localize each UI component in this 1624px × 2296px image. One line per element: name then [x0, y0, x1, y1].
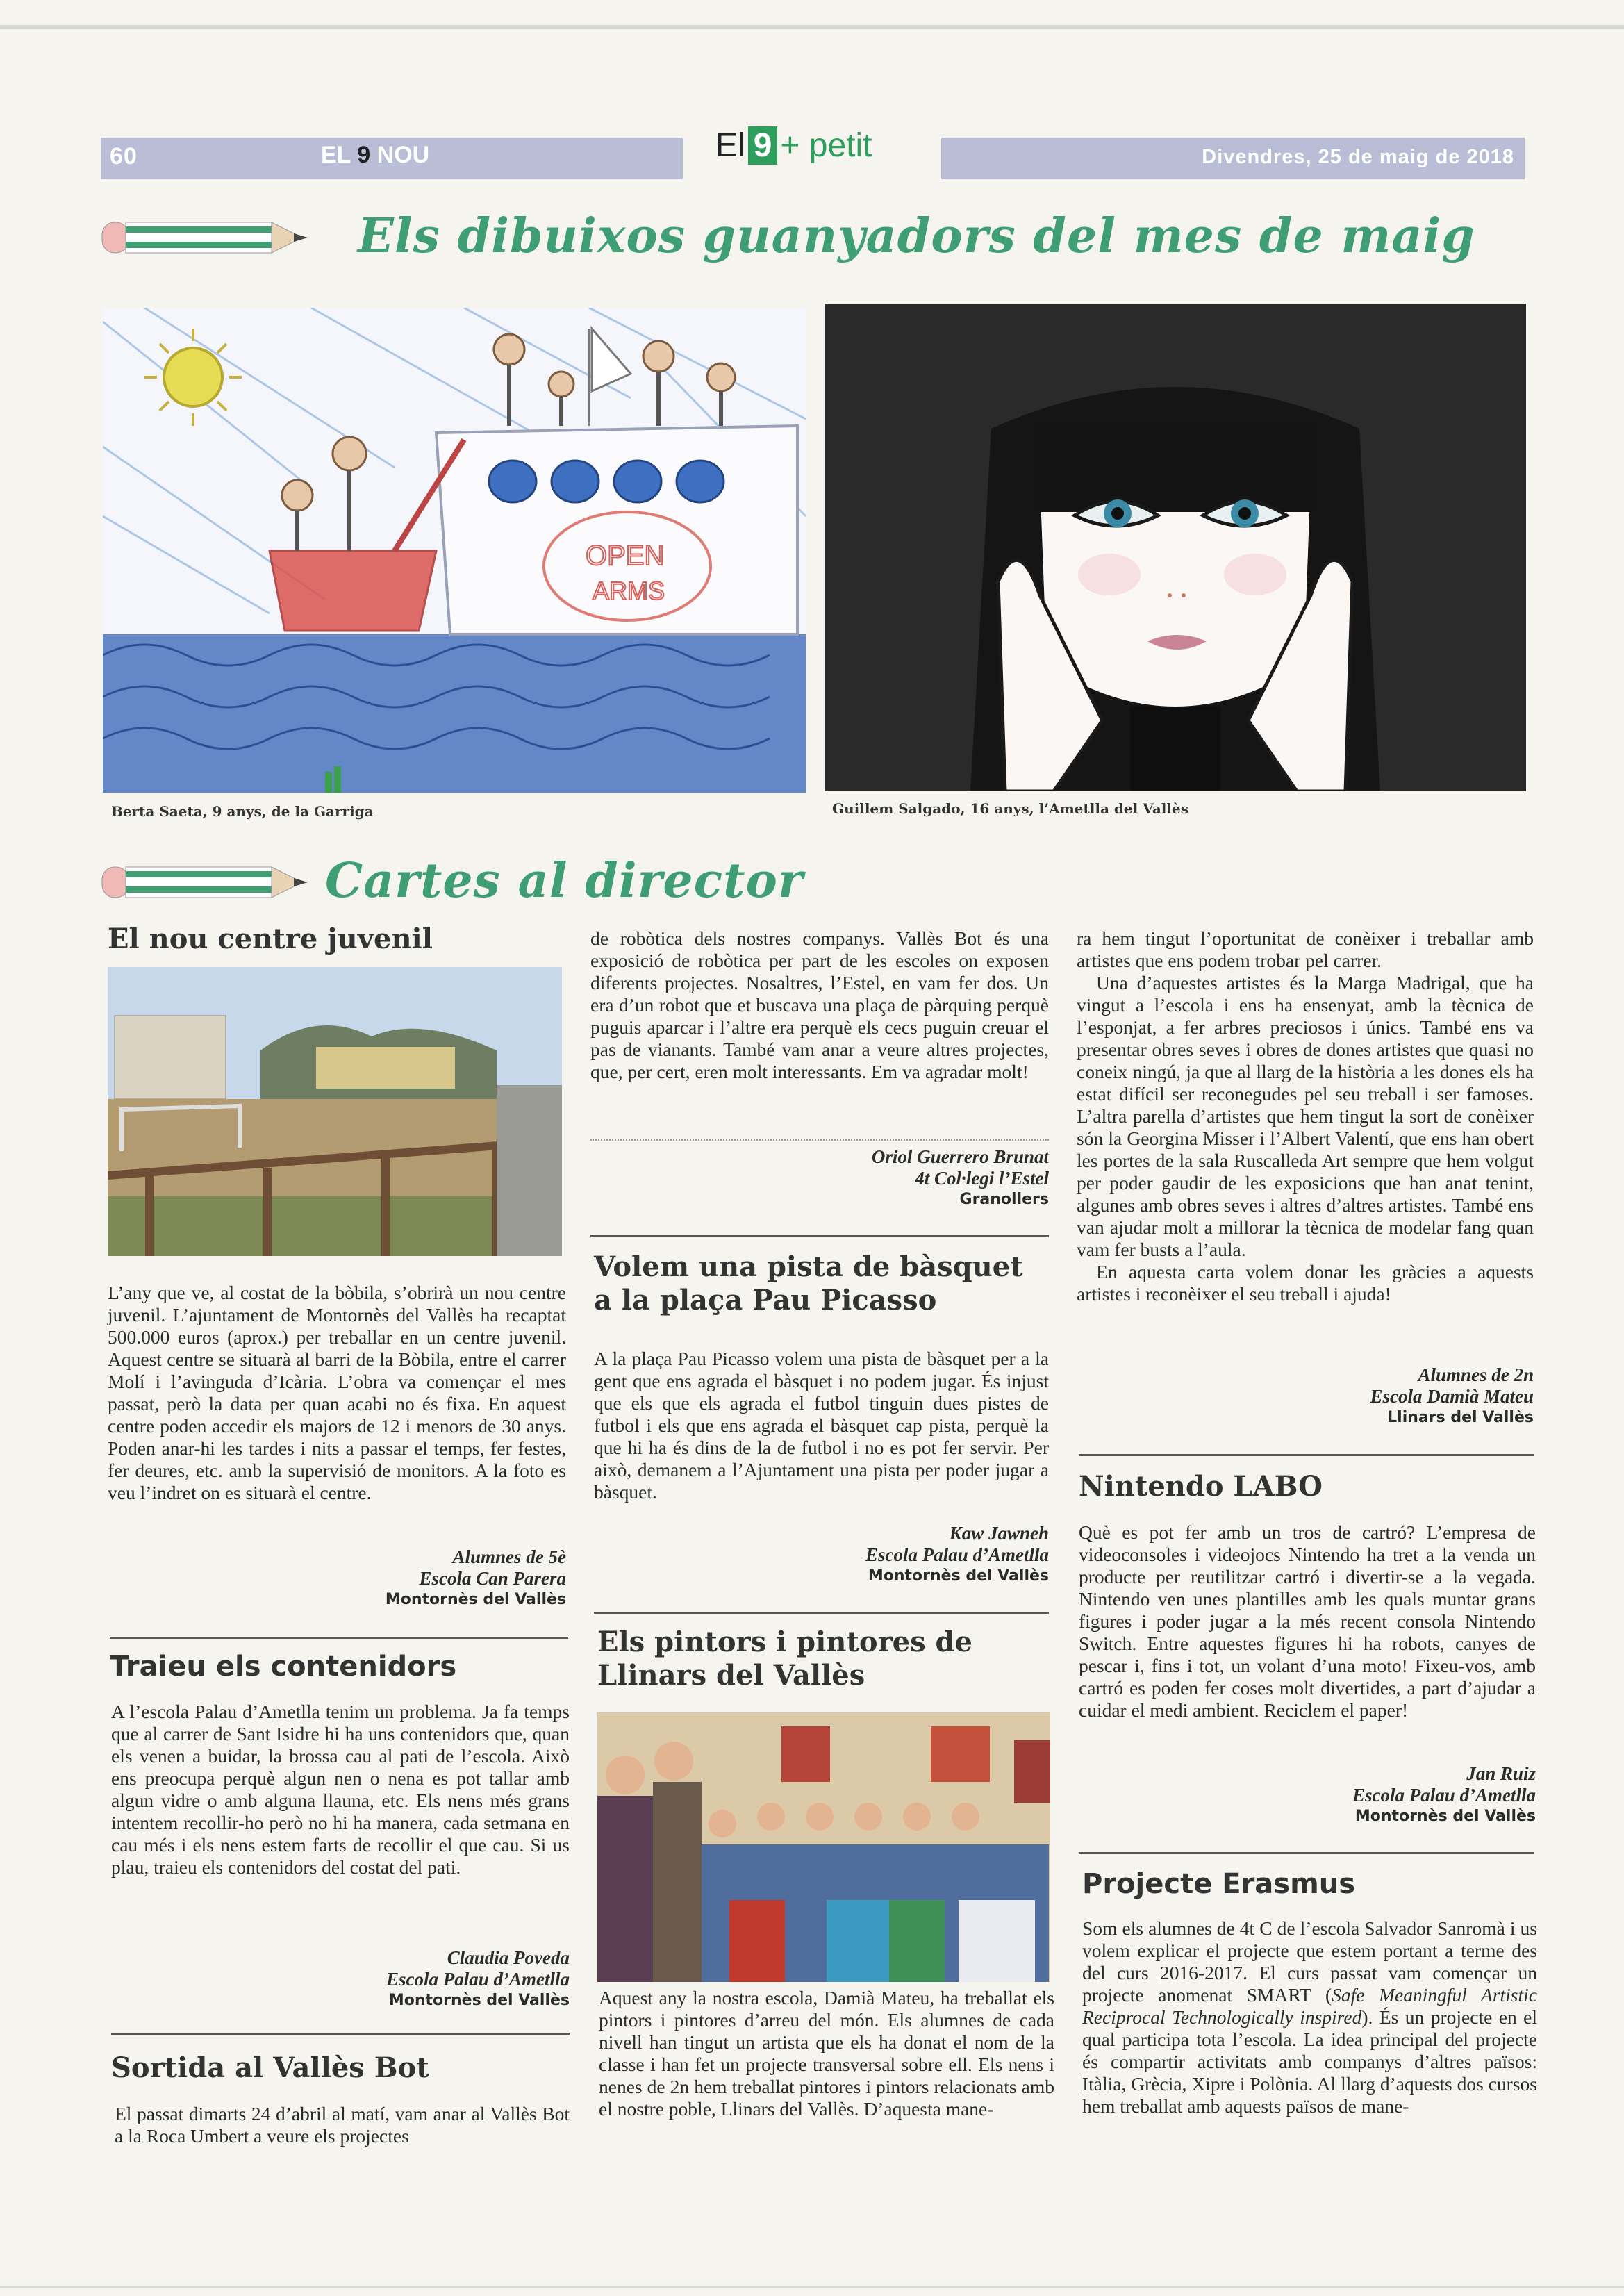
headline-pintors-llinars: Els pintors i pintores de Llinars del Vallès [597, 1626, 972, 1692]
drawing-portrait [825, 304, 1526, 791]
letter-4-signature: Kaw Jawneh Escola Palau d’Ametlla Montornès del Vallès [865, 1523, 1049, 1585]
headline-valles-bot: Sortida al Vallès Bot [111, 2051, 429, 2084]
ship-text-open: OPEN [586, 540, 665, 571]
photo-field [108, 967, 562, 1256]
divider [1079, 1454, 1534, 1456]
pencil-icon [101, 217, 313, 256]
page-top-rule [0, 25, 1624, 29]
letter-3-body-col2: de robòtica dels nostres companys. Vallès Bot és una exposició de robòtica per part de les escoles on exposen diferents projectes. Nosaltres, l’Estel, en vam fer dos. Un era d’un robot que et buscava una plaça de pàrquing perquè puguis aparcar i l’altre era perquè els cecs puguin creuar el pas de vianants. També vam anar a veure altres projectes, que, per cert, eren molt interessants. Em va agradar molt! [590, 927, 1049, 1082]
letter-5-signature: Alumnes de 2n Escola Damià Mateu Llinars del Vallès [1370, 1364, 1534, 1426]
divider [594, 1612, 1049, 1614]
letter-5-head [597, 1626, 1049, 1692]
letter-4-body: A la plaça Pau Picasso volem una pista de bàsquet per a la gent que ens agrada el bàsquet i no podem jugar. És injust que els que els agrada el futbol tinguin dues pistes de futbol i els que ens agrada el bàsquet cap pista, perquè la que hi ha és dins de la de futbol i no es pot fer servir. Per això, demanem a l’Ajuntament una pista per poder jugar a bàsquet. [594, 1348, 1049, 1503]
drawing-ship [103, 308, 806, 793]
divider [1079, 1852, 1534, 1854]
dotted-divider [590, 1139, 1049, 1141]
page-bottom-rule [0, 2286, 1624, 2288]
letter-5-body-col2: Aquest any la nostra escola, Damià Mateu, ha treballat els pintors i pintores d’arreu del món. Els alumnes de cada nivell han tingut un artista que els ha donat el nom de la classe i han fet un projecte transversal sobre ell. Els nens i nenes de 2n hem treballat pintores i pintors relacionats amb el nostre poble, Llinars del Vallès. D’aquesta mane- [599, 1987, 1054, 2120]
page-number: 60 [110, 143, 138, 170]
headline-traieu-contenidors: Traieu els contenidors [110, 1651, 457, 1683]
caption-drawing-1: Berta Saeta, 9 anys, de la Garriga [111, 803, 374, 820]
divider [111, 2033, 570, 2035]
photo-class [597, 1712, 1050, 1982]
drawings-section-title: Els dibuixos guanyadors del mes de maig [358, 208, 1475, 264]
newspaper-name: EL 9 NOU [321, 142, 430, 168]
headline-projecte-erasmus: Projecte Erasmus [1082, 1868, 1356, 1900]
letter-7-head [1082, 1867, 1534, 1901]
column-1 [108, 923, 566, 956]
headline-nou-centre-juvenil: El nou centre juvenil [108, 923, 433, 955]
letter-4-head [594, 1250, 1049, 1317]
ship-text-arms: ARMS [593, 577, 665, 605]
caption-drawing-2: Guillem Salgado, 16 anys, l’Ametlla del Vallès [832, 800, 1188, 817]
letter-2-signature: Claudia Poveda Escola Palau d’Ametlla Montornès del Vallès [386, 1947, 570, 2009]
letter-3-signature: Oriol Guerrero Brunat 4t Col·legi l’Estel Granollers [871, 1146, 1049, 1208]
letter-6-body: Què es pot fer amb un tros de cartró? L’empresa de videoconsoles i videojocs Nintendo ha tret a la venda un producte per reutilitzar cartró i divertir-se a la vegada. Nintendo ven unes plantilles amb les quals muntar grans figures i poder jugar a la més recent consola Nintendo Switch. Entre aquestes figures hi ha robots, canyes de pescar i, fins i tot, un volant d’una moto! Fixeu-vos, amb cartró es poden fer coses molt divertides, a part d’ajudar a cuidar el medi ambient. Reciclem el paper! [1079, 1521, 1536, 1721]
letter-7-body: Som els alumnes de 4t C de l’escola Salvador Sanromà i us volem explicar el projecte que estem portant a terme des del curs 2016-2017. El curs passat vam començar un projecte anomenat SMART (Safe Meaningful Artistic Reciprocal Technologically inspired). És un projecte en el qual participa tota l’escola. La idea principal del projecte és compartir activitats amb companys d’altres països: Itàlia, Grècia, Xipre i Polònia. Al llarg d’aquests dos cursos hem treballat amb aquests països de mane- [1082, 1917, 1538, 2117]
headline-pista-basquet: Volem una pista de bàsquet a la plaça Pau Picasso [594, 1250, 1023, 1316]
issue-date: Divendres, 25 de maig de 2018 [1202, 146, 1514, 168]
divider [110, 1637, 568, 1639]
letter-6-head [1079, 1470, 1534, 1503]
divider [590, 1235, 1049, 1237]
letter-2-body: A l’escola Palau d’Ametlla tenim un problema. Ja fa temps que al carrer de Sant Isidre hi ha uns contenidors que, quan els venen a buidar, la brossa cau al pati de l’escola. Això ens preocupa perquè algun nen o nena es pot tallar amb algun vidre o amb alguna llauna, etc. Els nens més grans intentem recollir-ho però no hi ha manera, cada setmana en cau més i els nens estem farts de recollir el que cau. Si us plau, traieu els contenidors del costat del pati. [111, 1701, 570, 1878]
headline-nintendo-labo: Nintendo LABO [1079, 1470, 1323, 1503]
letters-section-title: Cartes al director [325, 853, 804, 909]
letter-6-signature: Jan Ruiz Escola Palau d’Ametlla Montornès del Vallès [1352, 1763, 1536, 1825]
letter-5-body-col3: ra hem tingut l’oportunitat de conèixer i treballar amb artistes que ens podem trobar pel carrer. Una d’aquestes artistes és la Marga Madrigal, que ha vingut a l’escola i ens ha ensenyat, amb la tècnica de l’esponjat, a fer arbres preciosos i únics. També ens va presentar obres seves i obres de dones artistes que quasi no coneix ningú, ja que al llarg de la història a les dones els ha estat difícil ser reconegudes pel seu treball i ser famoses. L’altra parella d’artistes que hem tingut la sort de conèixer són la Georgina Misser i l’Albert Valentí, que ens han obert les portes de la sala Ruscalleda Art sempre que hem volgut per poder gaudir de les exposicions que han anat tenint, algunes amb obres seves i altres d’altres artistes. També ens van ajudar molt a millorar la tècnica de modelar fang quan vam fer busts a l’aula. En aquesta carta volem donar les gràcies a aquests artistes i reconèixer el seu treball i ajuda! [1077, 927, 1534, 1305]
pencil-icon [101, 861, 313, 900]
letter-2-head [110, 1650, 568, 1683]
letter-1-signature: Alumnes de 5è Escola Can Parera Montornès del Vallès [385, 1546, 566, 1608]
supplement-logo: El 9 + petit [715, 127, 872, 164]
letter-1-body: L’any que ve, al costat de la bòbila, s’obrirà un nou centre juvenil. L’ajuntament de Montornès del Vallès ha recaptat 500.000 euros (aprox.) per treballar en un centre juvenil. Aquest centre se situarà al barri de la Bòbila, entre el carrer Molí i l’avinguda d’Icària. L’obra va començar el mes passat, però la data per quan acabi no és fixa. En aquest centre poden accedir els majors de 12 i menors de 30 anys. Poden anar-hi les tardes i nits a passar el temps, fer festes, fer deures, etc. amb la supervisió de monitors. A la foto es veu l’indret on es situarà el centre. [108, 1282, 566, 1503]
letter-3-head [111, 2051, 570, 2085]
letter-3-body-col1: El passat dimarts 24 d’abril al matí, vam anar al Vallès Bot a la Roca Umbert a veure els projectes [115, 2103, 570, 2147]
